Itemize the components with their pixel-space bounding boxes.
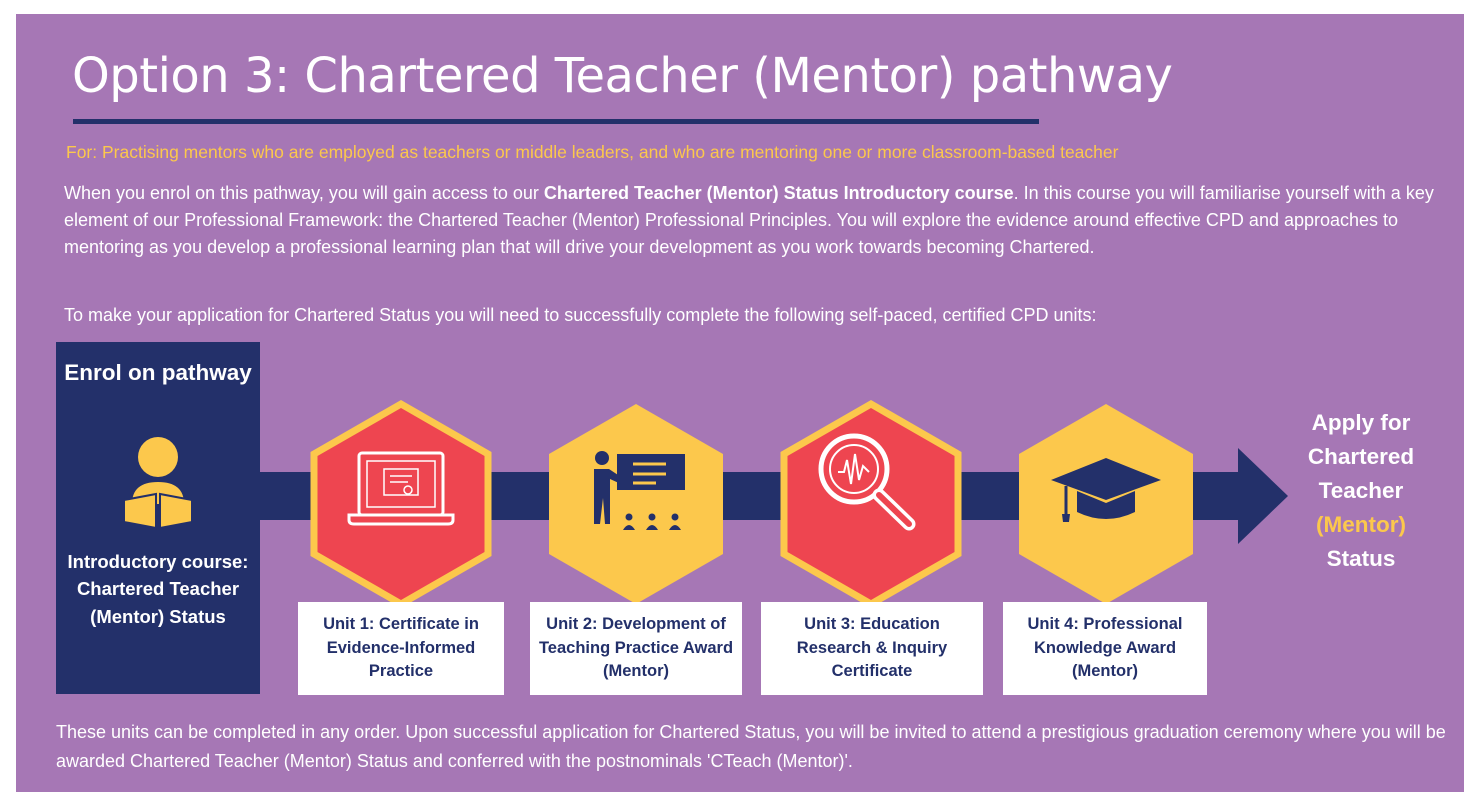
audience-line: For: Practising mentors who are employed as teachers or middle leaders, and who are mentoring one or more classroom-based teacher: [66, 142, 1119, 162]
enrol-title: Enrol on pathway: [64, 360, 252, 385]
unit-1-hexagon: [314, 404, 488, 604]
footer-note: These units can be completed in any order. Upon successful application for Chartered Status, you will be invited to attend a prestigious graduation ceremony where you will be awarded Chartered Teacher (Mentor) Status and conferred with the postnominals 'CTeach (Mentor)'.: [56, 722, 1446, 771]
unit-3-label: Unit 3: Education Research & Inquiry Certificate: [761, 602, 983, 695]
page-title: Option 3: Chartered Teacher (Mentor) pathway: [72, 48, 1173, 104]
apply-accent: (Mentor): [1316, 512, 1406, 537]
unit-3-hexagon: [784, 404, 958, 604]
apply-line-1: Apply for: [1311, 410, 1411, 435]
unit-1-label: Unit 1: Certificate in Evidence-Informed Practice: [298, 602, 504, 695]
apply-line-2: Chartered: [1307, 444, 1415, 469]
enrol-subtitle: Introductory course: Chartered Teacher (Mentor) Status: [67, 551, 249, 627]
apply-line-4: Status: [1326, 546, 1396, 571]
apply-line-3: Teacher: [1318, 478, 1404, 503]
intro-text-after: . In this course you will familiarise yourself with a key element of our Professional Framework: the Chartered Teacher (Mentor) Professional Principles. You will explore the evidence around effective CPD and approaches to mentoring as you develop a professional learning plan that will drive your development as you work towards becoming Chartered.: [64, 183, 1434, 257]
unit-2-hexagon: [549, 404, 723, 604]
intro-text-before: When you enrol on this pathway, you will gain access to our: [64, 183, 544, 203]
units-instruction: To make your application for Chartered Status you will need to successfully complete the following self-paced, certified CPD units:: [64, 305, 1097, 325]
intro-course-name: Chartered Teacher (Mentor) Status Introductory course: [543, 183, 1014, 203]
apply-panel: [1281, 406, 1441, 576]
unit-2-label: Unit 2: Development of Teaching Practice Award (Mentor): [530, 602, 742, 695]
unit-4-label: Unit 4: Professional Knowledge Award (Mentor): [1003, 602, 1207, 695]
infographic: [16, 14, 1464, 792]
